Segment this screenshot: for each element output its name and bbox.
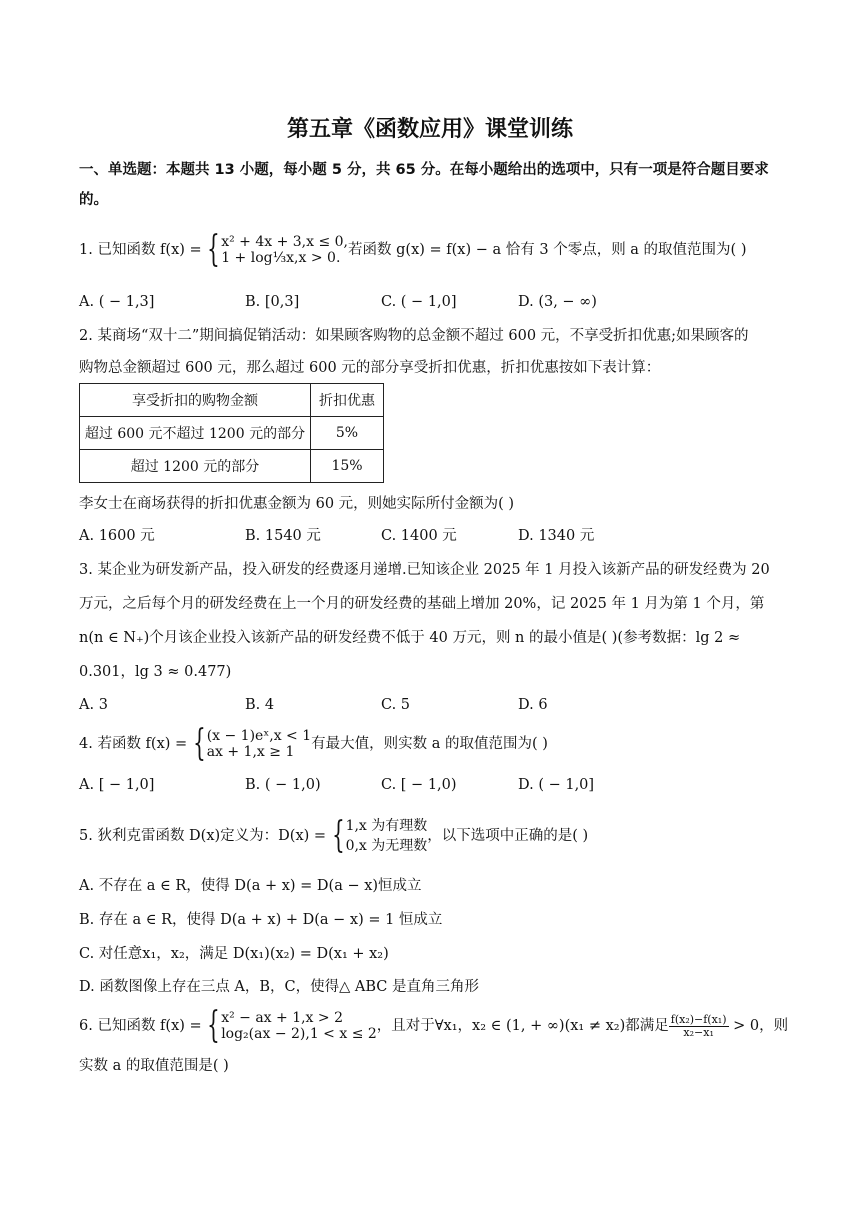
page-title: 第五章《函数应用》课堂训练 bbox=[286, 117, 573, 142]
q2-option-b[interactable]: B. 1540 元 bbox=[245, 528, 321, 544]
q4-option-b[interactable]: B. ( − 1,0) bbox=[245, 777, 321, 793]
q6-text-line-2: 实数 a 的取值范围是( ) bbox=[79, 1058, 229, 1074]
q4-case-1: (x − 1)eˣ,x < 1 bbox=[206, 728, 312, 744]
q3-option-c[interactable]: C. 5 bbox=[381, 697, 411, 713]
q5-case-2: 0,x 为无理数 bbox=[345, 838, 428, 854]
table-header-row bbox=[80, 384, 384, 417]
q2-text-line-1: 2. 某商场“双十二”期间搞促销活动：如果顾客购物的总金额不超过 600 元，不享受折扣优惠;如果顾客的 bbox=[79, 328, 749, 344]
q5-suffix: ，以下选项中正确的是( ) bbox=[427, 828, 589, 844]
question-4 bbox=[79, 723, 548, 764]
q1-suffix: 若函数 g(x) = f(x) − a 恰有 3 个零点，则 a 的取值范围为( ) bbox=[348, 242, 747, 258]
q3-text-line-3: n(n ∈ N₊)个月该企业投入该新产品的研发经费不低于 40 万元，则 n 的最小值是( )(参考数据：lg 2 ≈ bbox=[79, 630, 741, 646]
q5-option-a[interactable]: A. 不存在 a ∈ R，使得 D(a + x) = D(a − x)恒成立 bbox=[79, 878, 422, 894]
q3-option-a[interactable]: A. 3 bbox=[79, 697, 108, 713]
q1-prefix: 1. 已知函数 f(x) = bbox=[79, 242, 207, 258]
q6-cases bbox=[221, 1010, 377, 1042]
q6-fraction-numerator: f(x₂)−f(x₁) bbox=[670, 1012, 727, 1026]
table-header-cell: 折扣优惠 bbox=[311, 384, 384, 417]
q4-option-d[interactable]: D. ( − 1,0] bbox=[518, 777, 595, 793]
q6-tail: > 0，则 bbox=[728, 1018, 789, 1034]
q2-option-c[interactable]: C. 1400 元 bbox=[381, 528, 457, 544]
section-heading-cont: 的。 bbox=[79, 192, 108, 208]
q5-option-b[interactable]: B. 存在 a ∈ R，使得 D(a + x) + D(a − x) = 1 恒成立 bbox=[79, 912, 443, 928]
table-row bbox=[80, 450, 384, 483]
q2-text-line-2: 购物总金额超过 600 元，那么超过 600 元的部分享受折扣优惠，折扣优惠按如下表计算： bbox=[79, 360, 661, 376]
q4-option-a[interactable]: A. [ − 1,0] bbox=[79, 777, 155, 793]
brace-icon: { bbox=[331, 815, 345, 856]
q6-middle: ，且对于∀x₁，x₂ ∈ (1, + ∞)(x₁ ≠ x₂)都满足 bbox=[376, 1018, 669, 1034]
q5-option-d[interactable]: D. 函数图像上存在三点 A，B，C，使得△ ABC 是直角三角形 bbox=[79, 979, 480, 995]
table-cell: 5% bbox=[311, 417, 384, 450]
q2-option-a[interactable]: A. 1600 元 bbox=[79, 528, 155, 544]
q1-cases bbox=[221, 234, 348, 266]
q2-text-line-3: 李女士在商场获得的折扣优惠金额为 60 元，则她实际所付金额为( ) bbox=[79, 496, 515, 512]
q3-text-line-1: 3. 某企业为研发新产品，投入研发的经费逐月递增.已知该企业 2025 年 1 月投入该新产品的研发经费为 20 bbox=[79, 562, 770, 578]
q4-option-c[interactable]: C. [ − 1,0) bbox=[381, 777, 457, 793]
q6-case-2: log₂(ax − 2),1 < x ≤ 2 bbox=[221, 1026, 377, 1042]
table-row bbox=[80, 417, 384, 450]
question-1 bbox=[79, 229, 747, 270]
brace-icon: { bbox=[207, 1005, 221, 1046]
question-5 bbox=[79, 816, 588, 856]
q5-cases bbox=[346, 816, 428, 856]
q4-cases bbox=[207, 728, 311, 760]
q1-option-b[interactable]: B. [0,3] bbox=[245, 294, 300, 310]
q3-text-line-2: 万元，之后每个月的研发经费在上一个月的研发经费的基础上增加 20%，记 2025 年 1 月为第 1 个月，第 bbox=[79, 596, 765, 612]
table-cell: 超过 600 元不超过 1200 元的部分 bbox=[80, 417, 311, 450]
q3-text-line-4: 0.301，lg 3 ≈ 0.477) bbox=[79, 664, 232, 680]
q1-case-2: 1 + log⅓x,x > 0. bbox=[221, 250, 341, 266]
table-cell: 超过 1200 元的部分 bbox=[80, 450, 311, 483]
q4-case-2: ax + 1,x ≥ 1 bbox=[206, 744, 295, 760]
q6-prefix: 6. 已知函数 f(x) = bbox=[79, 1018, 207, 1034]
q6-case-1: x² − ax + 1,x > 2 bbox=[221, 1010, 343, 1026]
q4-suffix: 有最大值，则实数 a 的取值范围为( ) bbox=[311, 736, 548, 752]
q1-option-d[interactable]: D. (3, − ∞) bbox=[518, 294, 597, 310]
q5-case-1: 1,x 为有理数 bbox=[345, 818, 428, 834]
brace-icon: { bbox=[207, 229, 221, 270]
brace-icon: { bbox=[192, 723, 206, 764]
q1-option-c[interactable]: C. ( − 1,0] bbox=[381, 294, 457, 310]
question-6 bbox=[79, 1005, 789, 1046]
q6-fraction bbox=[669, 1014, 729, 1039]
q1-option-a[interactable]: A. ( − 1,3] bbox=[79, 294, 155, 310]
q6-fraction-denominator: x₂−x₁ bbox=[683, 1025, 714, 1039]
table-cell: 15% bbox=[311, 450, 384, 483]
q2-option-d[interactable]: D. 1340 元 bbox=[518, 528, 595, 544]
q4-prefix: 4. 若函数 f(x) = bbox=[79, 736, 192, 752]
q3-option-b[interactable]: B. 4 bbox=[245, 697, 275, 713]
q5-prefix: 5. 狄利克雷函数 D(x)定义为：D(x) = bbox=[79, 828, 331, 844]
q3-option-d[interactable]: D. 6 bbox=[518, 697, 548, 713]
q5-option-c[interactable]: C. 对任意x₁，x₂，满足 D(x₁)(x₂) = D(x₁ + x₂) bbox=[79, 946, 389, 962]
discount-table bbox=[79, 383, 384, 483]
section-heading: 一、单选题：本题共 13 小题，每小题 5 分，共 65 分。在每小题给出的选项中，只有一项是符合题目要求 bbox=[79, 162, 769, 178]
table-header-cell: 享受折扣的购物金额 bbox=[80, 384, 311, 417]
q1-case-1: x² + 4x + 3,x ≤ 0, bbox=[221, 234, 349, 250]
